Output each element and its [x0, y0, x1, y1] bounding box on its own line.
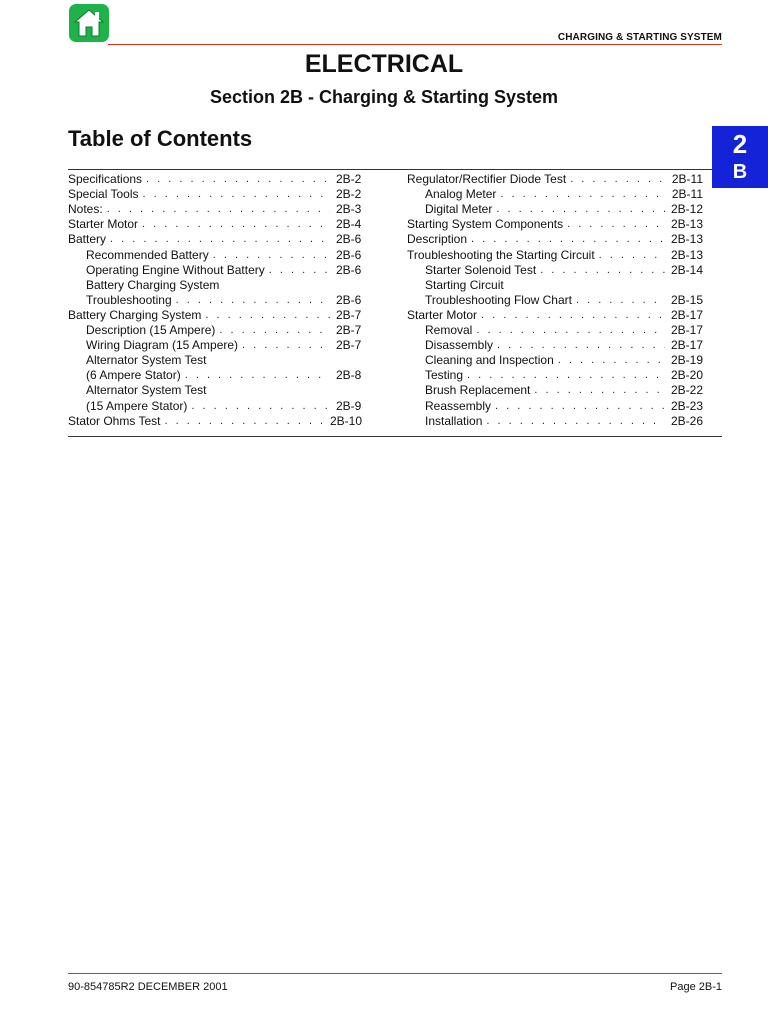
- toc-entry-page: 2B-2: [336, 187, 362, 202]
- toc-heading: Table of Contents: [68, 126, 253, 151]
- toc-entry: [68, 353, 362, 368]
- toc-entry: [68, 278, 362, 293]
- dot-leader: [576, 293, 665, 308]
- toc-entry-page: 2B-6: [336, 247, 362, 262]
- toc-entry-title: Specifications: [68, 172, 143, 187]
- dot-leader: [497, 338, 665, 353]
- footer-page-number: Page 2B-1: [670, 981, 722, 993]
- toc-entry-page: 2B-3: [336, 202, 362, 217]
- toc-entry[interactable]: [68, 308, 362, 323]
- toc-entry-title: Disassembly: [425, 338, 494, 353]
- dot-leader: [471, 232, 665, 247]
- toc-entry-page: 2B-17: [670, 307, 703, 322]
- toc-entry-title: Troubleshooting Flow Chart: [425, 292, 572, 307]
- dot-leader: [540, 263, 665, 278]
- toc-entry-title: Troubleshooting the Starting Circuit: [407, 247, 595, 262]
- toc-entry-title: Starter Motor: [68, 217, 139, 232]
- toc-entry-title: (6 Ampere Stator): [86, 368, 181, 383]
- toc-entry-title: Stator Ohms Test: [68, 413, 161, 428]
- toc-entry-title: Battery Charging System: [68, 307, 202, 322]
- footer-rule: [68, 973, 722, 974]
- toc-entry[interactable]: [407, 293, 703, 308]
- dot-leader: [481, 308, 665, 323]
- dot-leader: [142, 217, 330, 232]
- toc-entry-title: Cleaning and Inspection: [425, 353, 554, 368]
- dot-leader: [534, 383, 665, 398]
- dot-leader: [496, 202, 665, 217]
- section-tab-2b[interactable]: [712, 126, 768, 188]
- toc-entry-title: Starting Circuit: [425, 277, 504, 292]
- toc-entry-title: Starter Motor: [407, 307, 478, 322]
- toc-entry[interactable]: [68, 293, 362, 308]
- toc-entry[interactable]: [68, 247, 362, 262]
- toc-entry-title: Recommended Battery: [86, 247, 209, 262]
- dot-leader: [110, 232, 330, 247]
- toc-entry-page: 2B-20: [670, 368, 703, 383]
- toc-entry: [68, 383, 362, 398]
- toc-entry-page: 2B-13: [670, 247, 703, 262]
- toc-entry[interactable]: [68, 172, 362, 187]
- dot-leader: [467, 368, 665, 383]
- toc-entry-title: Special Tools: [68, 187, 139, 202]
- toc-entry[interactable]: [68, 414, 362, 429]
- toc-entry-page: 2B-22: [670, 383, 703, 398]
- dot-leader: [570, 172, 666, 187]
- toc-entry[interactable]: [407, 263, 703, 278]
- toc-entry[interactable]: [407, 187, 703, 202]
- toc-entry[interactable]: [407, 368, 703, 383]
- toc-entry-page: 2B-8: [336, 368, 362, 383]
- toc-entry-title: Notes:: [68, 202, 103, 217]
- dot-leader: [143, 187, 331, 202]
- toc-entry[interactable]: [68, 323, 362, 338]
- dot-leader: [146, 172, 330, 187]
- dot-leader: [558, 353, 665, 368]
- running-head: CHARGING & STARTING SYSTEM: [557, 32, 722, 43]
- toc-entry-page: 2B-13: [670, 217, 703, 232]
- toc-entry[interactable]: [407, 172, 703, 187]
- dot-leader: [213, 248, 330, 263]
- toc-entry[interactable]: [407, 323, 703, 338]
- toc-entry[interactable]: [407, 398, 703, 413]
- toc-entry-title: Battery: [68, 232, 107, 247]
- toc-entry-page: 2B-7: [336, 307, 362, 322]
- toc-entry[interactable]: [68, 217, 362, 232]
- toc-entry-title: Installation: [425, 413, 483, 428]
- toc-entry-page: 2B-6: [336, 292, 362, 307]
- toc-entry-title: Testing: [425, 368, 464, 383]
- toc-entry-page: 2B-17: [670, 323, 703, 338]
- toc-entry-page: 2B-11: [671, 187, 703, 202]
- dot-leader: [176, 293, 330, 308]
- toc-entry-page: 2B-6: [336, 232, 362, 247]
- toc-entry-page: 2B-13: [670, 232, 703, 247]
- dot-leader: [107, 202, 330, 217]
- toc-entry-page: 2B-6: [336, 262, 362, 277]
- toc-entry-page: 2B-10: [329, 413, 362, 428]
- toc-entry[interactable]: [407, 414, 703, 429]
- toc-entry-title: Wiring Diagram (15 Ampere): [86, 338, 239, 353]
- dot-leader: [500, 187, 665, 202]
- toc-entry[interactable]: [68, 398, 362, 413]
- page-title: ELECTRICAL: [304, 50, 464, 78]
- toc-entry-page: 2B-7: [336, 338, 362, 353]
- toc-entry-title: (15 Ampere Stator): [86, 398, 188, 413]
- toc-entry-title: Alternator System Test: [86, 383, 207, 398]
- home-button[interactable]: [69, 4, 109, 42]
- toc-entry-page: 2B-11: [671, 172, 703, 187]
- toc-entry-title: Troubleshooting: [86, 292, 172, 307]
- toc-entry-page: 2B-26: [670, 413, 703, 428]
- toc-entry: [407, 278, 703, 293]
- toc-entry-page: 2B-14: [670, 262, 703, 277]
- toc-entry-page: 2B-15: [670, 292, 703, 307]
- home-icon: [73, 7, 105, 39]
- toc-entry-title: Removal: [425, 323, 473, 338]
- toc-entry[interactable]: [407, 383, 703, 398]
- dot-leader: [164, 414, 323, 429]
- toc-entry[interactable]: [407, 232, 703, 247]
- dot-leader: [242, 338, 330, 353]
- toc-entry[interactable]: [68, 263, 362, 278]
- toc-entry[interactable]: [407, 217, 703, 232]
- toc-entry[interactable]: [407, 202, 703, 217]
- toc-entry-page: 2B-2: [336, 172, 362, 187]
- dot-leader: [495, 399, 665, 414]
- dot-leader: [567, 217, 665, 232]
- toc-entry[interactable]: [68, 368, 362, 383]
- toc-entry-title: Starter Solenoid Test: [425, 262, 537, 277]
- dot-leader: [185, 368, 330, 383]
- toc-entry-title: Brush Replacement: [425, 383, 531, 398]
- toc-entry-title: Regulator/Rectifier Diode Test: [407, 172, 567, 187]
- toc-entry-title: Battery Charging System: [86, 277, 220, 292]
- toc-entry[interactable]: [407, 353, 703, 368]
- toc-entry-page: 2B-17: [670, 338, 703, 353]
- toc-entry-page: 2B-7: [336, 323, 362, 338]
- toc-entry[interactable]: [407, 338, 703, 353]
- toc-entry[interactable]: [68, 232, 362, 247]
- dot-leader: [205, 308, 330, 323]
- toc-entry[interactable]: [407, 308, 703, 323]
- toc-entry-page: 2B-23: [670, 398, 703, 413]
- toc-entry-title: Analog Meter: [425, 187, 497, 202]
- dot-leader: [476, 323, 665, 338]
- toc-entry-title: Description (15 Ampere): [86, 323, 216, 338]
- toc-entry-page: 2B-19: [670, 353, 703, 368]
- dot-leader: [486, 414, 665, 429]
- toc-entry-title: Operating Engine Without Battery: [86, 262, 265, 277]
- footer-doc-number: 90-854785R2 DECEMBER 2001: [68, 981, 228, 993]
- header-rule: [108, 44, 722, 45]
- toc-entry[interactable]: [407, 247, 703, 262]
- toc-entry-title: Reassembly: [425, 398, 492, 413]
- toc-left-column: [68, 172, 362, 429]
- toc-entry-title: Digital Meter: [425, 202, 493, 217]
- toc-entry-title: Starting System Components: [407, 217, 564, 232]
- dot-leader: [191, 399, 330, 414]
- dot-leader: [269, 263, 330, 278]
- toc-entry[interactable]: [68, 187, 362, 202]
- section-tab-letter: B: [732, 161, 748, 183]
- section-tab-number: 2: [732, 129, 748, 159]
- dot-leader: [599, 248, 665, 263]
- toc-entry[interactable]: [68, 202, 362, 217]
- toc-entry-title: Description: [407, 232, 468, 247]
- toc-entry-page: 2B-4: [336, 217, 362, 232]
- toc-top-rule: [68, 169, 722, 170]
- toc-entry-title: Alternator System Test: [86, 353, 207, 368]
- toc-bottom-rule: [68, 436, 722, 437]
- dot-leader: [219, 323, 330, 338]
- section-subtitle: Section 2B - Charging & Starting System: [209, 87, 559, 107]
- toc-entry-page: 2B-9: [336, 398, 362, 413]
- toc-entry-page: 2B-12: [670, 202, 703, 217]
- toc-entry[interactable]: [68, 338, 362, 353]
- toc-right-column: [407, 172, 703, 429]
